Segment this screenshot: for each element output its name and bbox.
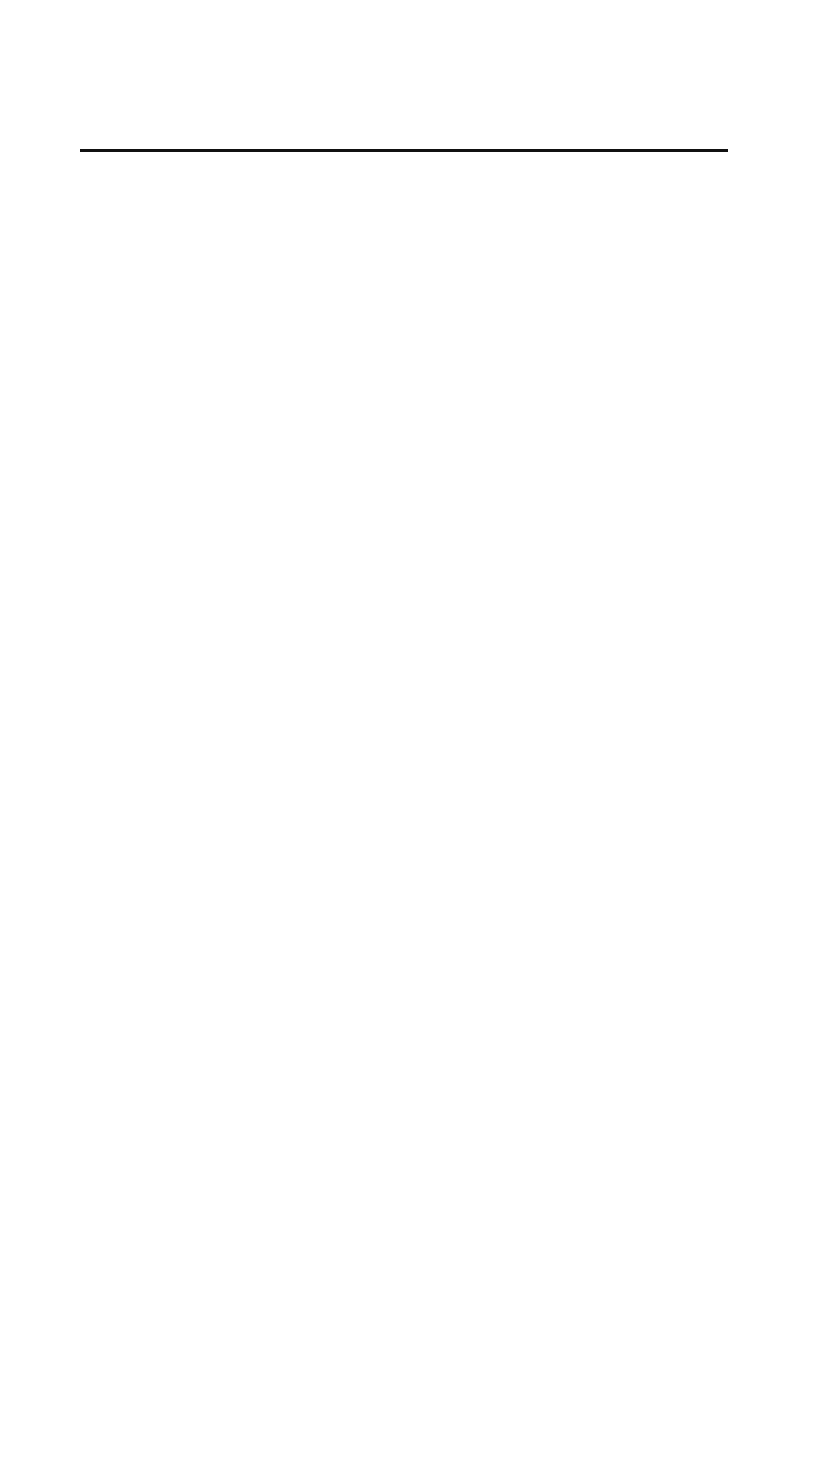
- wheat-pattern-row: [0, 1240, 828, 1388]
- bottom-decorative-border: [0, 1428, 828, 1472]
- section-header: [80, 124, 746, 172]
- top-decorative-border: [0, 0, 828, 66]
- title-divider: [80, 149, 728, 152]
